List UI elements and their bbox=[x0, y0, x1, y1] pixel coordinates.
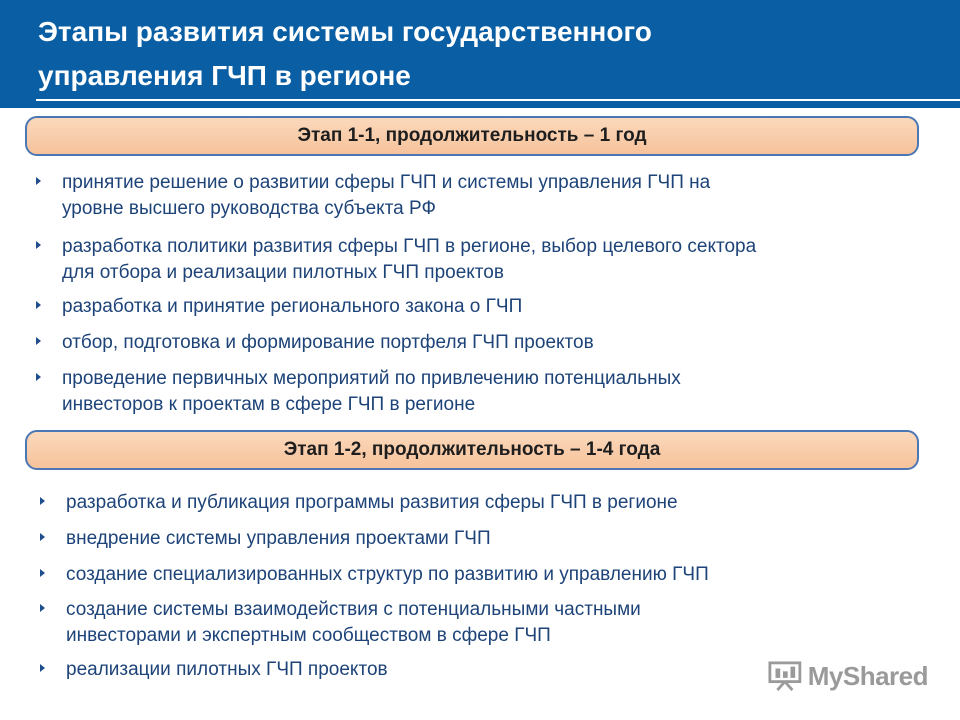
list-item-text: разработка политики развития сферы ГЧП в регионе, выбор целевого сектора для отбора и реализации пилотных ГЧП проектов bbox=[62, 236, 757, 283]
list-item-text: реализации пилотных ГЧП проектов bbox=[66, 659, 388, 680]
bullet-arrow-icon bbox=[40, 533, 45, 541]
list-item-text: разработка и принятие регионального закона о ГЧП bbox=[62, 296, 523, 317]
slide-title bbox=[38, 10, 918, 98]
title-underline bbox=[36, 99, 960, 101]
list-item-text: разработка и публикация программы развития сферы ГЧП в регионе bbox=[66, 492, 678, 513]
bullet-arrow-icon bbox=[36, 241, 41, 249]
list-item-text: внедрение системы управления проектами ГЧП bbox=[66, 528, 491, 549]
stage-1-1-label: Этап 1-1, продолжительность – 1 год bbox=[297, 125, 647, 146]
bullet-arrow-icon bbox=[36, 301, 41, 309]
stage-1-2-label: Этап 1-2, продолжительность – 1-4 года bbox=[283, 439, 661, 460]
bullet-arrow-icon bbox=[40, 604, 45, 612]
list-item-text: создание специализированных структур по развитию и управлению ГЧП bbox=[66, 564, 709, 585]
slide-title-line-1: Этапы развития системы государственного bbox=[38, 16, 652, 47]
bullet-arrow-icon bbox=[40, 569, 45, 577]
title-banner bbox=[0, 0, 960, 108]
bullet-arrow-icon bbox=[40, 497, 45, 505]
list-item-text: проведение первичных мероприятий по привлечению потенциальных инвесторов к проектам в сфере ГЧП в регионе bbox=[62, 368, 681, 415]
bullet-arrow-icon bbox=[36, 373, 41, 381]
myshared-logo-text: MyShared bbox=[807, 660, 928, 691]
list-item-text: создание системы взаимодействия с потенциальными частными инвесторами и экспертным сообществом в сфере ГЧП bbox=[66, 599, 641, 646]
stage-1-1-header bbox=[25, 116, 919, 156]
bullet-arrow-icon bbox=[36, 177, 41, 185]
slide-title-line-2: управления ГЧП в регионе bbox=[38, 60, 411, 91]
list-item-text: отбор, подготовка и формирование портфеля ГЧП проектов bbox=[62, 332, 594, 353]
bullet-arrow-icon bbox=[40, 664, 45, 672]
myshared-logo bbox=[768, 656, 928, 696]
presentation-board-icon bbox=[768, 660, 802, 692]
stage-1-2-header bbox=[25, 430, 919, 470]
list-item-text: принятие решение о развитии сферы ГЧП и системы управления ГЧП на уровне высшего руководства субъекта РФ bbox=[62, 172, 711, 219]
bullet-arrow-icon bbox=[36, 337, 41, 345]
